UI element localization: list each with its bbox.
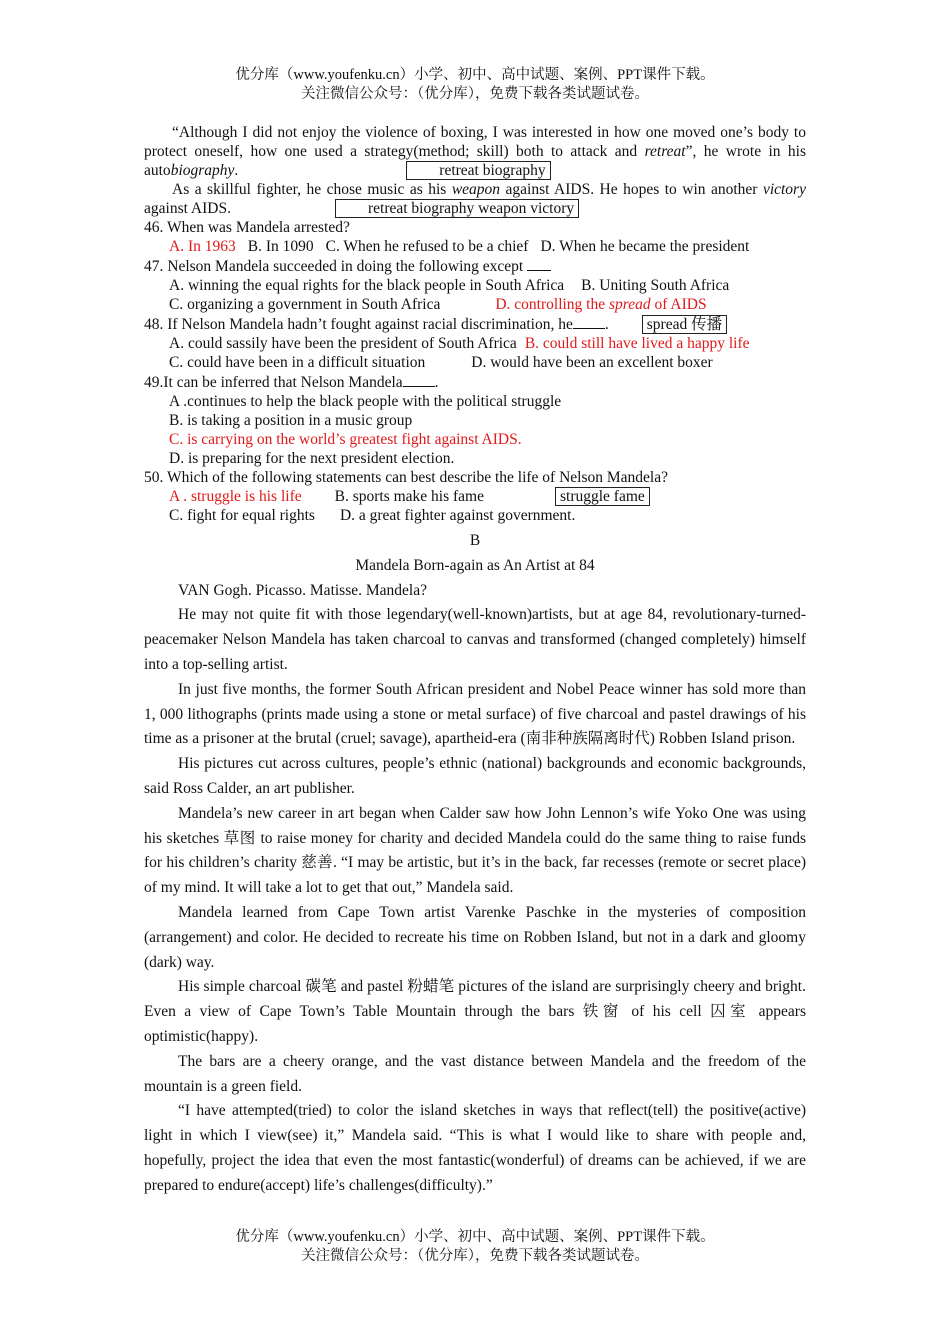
passage-paragraph: The bars are a cheery orange, and the vast distance between Mandela and the freedom of the mountain is a green field. [144,1052,806,1095]
section-questions [144,123,806,525]
vocab-box-3: spread 传播 [642,315,727,334]
option-c: C. could have been in a difficult situation [169,354,426,371]
answer-blank [403,372,435,387]
intro-paragraph-1: “Although I did not enjoy the violence of boxing, I was interested in how one moved one’s body to protect oneself, how one used a strategy(method; skill) both to attack and retreat”, he wrote in his autobiography. retreat biography [144,124,806,179]
passage-paragraph: His simple charcoal 碳笔 and pastel 粉蜡笔 pictures of the island are surprisingly cheery and bright. Even a view of Cape Town’s Table Mountain through the bars 铁窗 of his cell 囚室 appears optimistic(happy). [144,978,806,1045]
option-d: D. controlling the spread of AIDS [495,296,707,313]
question-stem: 50. Which of the following statements can best describe the life of Nelson Mandela? [144,469,668,486]
options-row [144,276,806,295]
option-d: D. is preparing for the next president election. [169,450,455,467]
option-a: A .continues to help the black people with the political struggle [169,393,562,410]
passage-paragraph: “I have attempted(tried) to color the island sketches in ways that reflect(tell) the positive(active) light in which I view(see) it,” Mandela said. “This is what I would like to share with people and, hopefully, project the idea that even the most fantastic(wonderful) of dreams can be achieved, if we are prepared to endure(accept) life’s challenges(difficulty).” [144,1102,806,1194]
options-row [144,237,806,256]
question-48 [144,314,806,372]
question-46 [144,218,806,256]
passage-paragraph: Mandela’s new career in art began when Calder saw how John Lennon’s wife Yoko One was using his sketches 草图 to raise money for charity and decided Mandela could do the same thing to raise funds for his children’s charity 慈善. “I may be artistic, but it’s in the back, far recesses (remote or secret place) of my mind. It will take a lot to get that out,” Mandela said. [144,804,806,897]
passage-paragraph: VAN Gogh. Picasso. Matisse. Mandela? [178,581,427,599]
footer-line-1: 优分库（www.youfenku.cn）小学、初中、高中试题、案例、PPT课件下载。 [235,1229,715,1245]
option-b: B. sports make his fame [334,488,484,505]
options-row [144,353,806,372]
option-a: A. In 1963 [169,238,236,255]
header-line-1: 优分库（www.youfenku.cn）小学、初中、高中试题、案例、PPT课件下载。 [235,67,715,83]
answer-blank [573,314,605,329]
option-c: C. fight for equal rights [169,507,315,524]
page-footer [0,1228,950,1266]
footer-line-2: 关注微信公众号：（优分库），免费下载各类试题试卷。 [301,1248,649,1264]
question-stem: 47. Nelson Mandela succeeded in doing the following except [144,256,806,276]
option-b: B. In 1090 [247,238,314,255]
page-header [0,66,950,104]
passage-paragraph: He may not quite fit with those legendary(well-known)artists, but at age 84, revolutionary-turned-peacemaker Nelson Mandela has taken charcoal to canvas and transformed (changed completely) himself into a top-selling artist. [144,606,806,673]
option-d: D. would have been an excellent boxer [471,354,713,371]
passage-paragraph: In just five months, the former South African president and Nobel Peace winner has sold more than 1, 000 lithographs (prints made using a stone or metal surface) of five charcoal and pastel drawings of his time as a prisoner at the brutal (cruel; savage), apartheid-era (南非种族隔离时代) Robben Island prison. [144,680,806,748]
vocab-box-4: struggle fame [555,487,650,506]
options-row [144,295,806,314]
option-b: B. could still have lived a happy life [524,335,750,352]
question-stem: 48. If Nelson Mandela hadn’t fought against racial discrimination, he . spread 传播 [144,314,806,334]
section-passage-b [144,529,806,1199]
header-line-2: 关注微信公众号：（优分库），免费下载各类试题试卷。 [301,86,649,102]
question-stem: 46. When was Mandela arrested? [144,219,350,236]
answer-blank [527,256,551,271]
option-d: D. a great fighter against government. [339,507,576,524]
options-row [144,506,806,525]
passage-paragraph: His pictures cut across cultures, people’s ethnic (national) backgrounds and economic backgrounds, said Ross Calder, an art publisher. [144,755,806,797]
document-body [144,123,806,1199]
question-stem: 49.It can be inferred that Nelson Mandela . [144,374,439,391]
option-b: B. Uniting South Africa [581,277,730,294]
option-c: C. organizing a government in South Africa [169,296,441,313]
vocab-box-1: retreat biography [406,161,550,180]
passage-title: Mandela Born-again as An Artist at 84 [355,556,595,574]
option-c: C. When he refused to be a chief [325,238,529,255]
option-a: A. winning the equal rights for the black people in South Africa [169,277,565,294]
question-50 [144,468,806,525]
question-49 [144,372,806,468]
intro-paragraph-2: As a skillful fighter, he chose music as his weapon against AIDS. He hopes to win another victory against AIDS. retreat biography weapon victory [144,181,806,217]
passage-label: B [469,532,481,549]
option-a: A. could sassily have been the president of South Africa [169,335,517,352]
option-d: D. When he became the president [540,238,750,255]
vocab-box-2: retreat biography weapon victory [335,199,579,218]
option-c: C. is carrying on the world’s greatest fight against AIDS. [169,431,522,448]
options-row [144,487,806,506]
option-b: B. is taking a position in a music group [169,412,413,429]
options-row [144,334,806,353]
passage-paragraph: Mandela learned from Cape Town artist Varenke Paschke in the mysteries of composition (arrangement) and color. He decided to recreate his time on Robben Island, but not in a dark and gloomy (dark) way. [144,903,806,971]
question-47 [144,256,806,314]
option-a: A . struggle is his life [169,488,302,505]
